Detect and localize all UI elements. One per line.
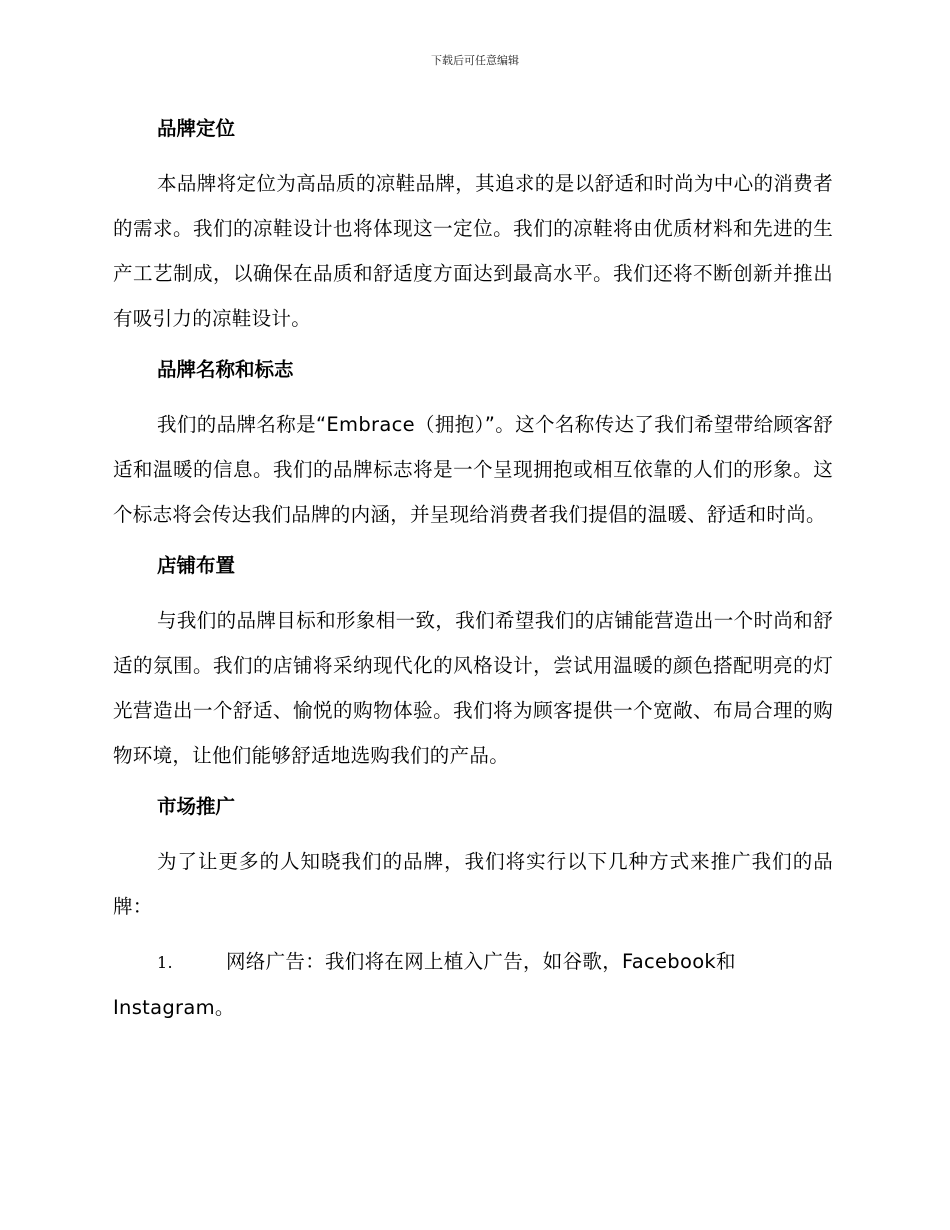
body-paragraph: 为了让更多的人知晓我们的品牌，我们将实行以下几种方式来推广我们的品牌： — [113, 850, 833, 918]
document-body — [113, 112, 833, 1030]
section-heading: 市场推广 — [157, 795, 236, 818]
list-item — [113, 939, 833, 1030]
list-item-number: 1. — [157, 953, 173, 972]
section-brand-positioning — [113, 112, 833, 341]
running-header: 下载后可任意编辑 — [431, 54, 519, 67]
section-heading: 品牌定位 — [157, 117, 236, 140]
section-heading: 品牌名称和标志 — [157, 358, 294, 381]
section-marketing — [113, 790, 833, 1030]
section-brand-name-logo — [113, 353, 833, 537]
body-paragraph: 与我们的品牌目标和形象相一致，我们希望我们的店铺能营造出一个时尚和舒适的氛围。我们的店铺将采纳现代化的风格设计，尝试用温暖的颜色搭配明亮的灯光营造出一个舒适、愉悦的购物体验。我们将为顾客提供一个宽敞、布局合理的购物环境，让他们能够舒适地选购我们的产品。 — [113, 609, 833, 767]
section-heading: 店铺布置 — [157, 554, 236, 577]
list-item-text: 网络广告：我们将在网上植入广告，如谷歌，Facebook和Instagram。 — [113, 950, 736, 1019]
body-paragraph: 本品牌将定位为高品质的凉鞋品牌，其追求的是以舒适和时尚为中心的消费者的需求。我们的凉鞋设计也将体现这一定位。我们的凉鞋将由优质材料和先进的生产工艺制成，以确保在品质和舒适度方面达到最高水平。我们还将不断创新并推出有吸引力的凉鞋设计。 — [113, 172, 833, 330]
body-paragraph: 我们的品牌名称是“Embrace（拥抱）”。这个名称传达了我们希望带给顾客舒适和温暖的信息。我们的品牌标志将是一个呈现拥抱或相互依靠的人们的形象。这个标志将会传达我们品牌的内涵，并呈现给消费者我们提倡的温暖、舒适和时尚。 — [113, 413, 833, 526]
section-store-layout — [113, 549, 833, 778]
